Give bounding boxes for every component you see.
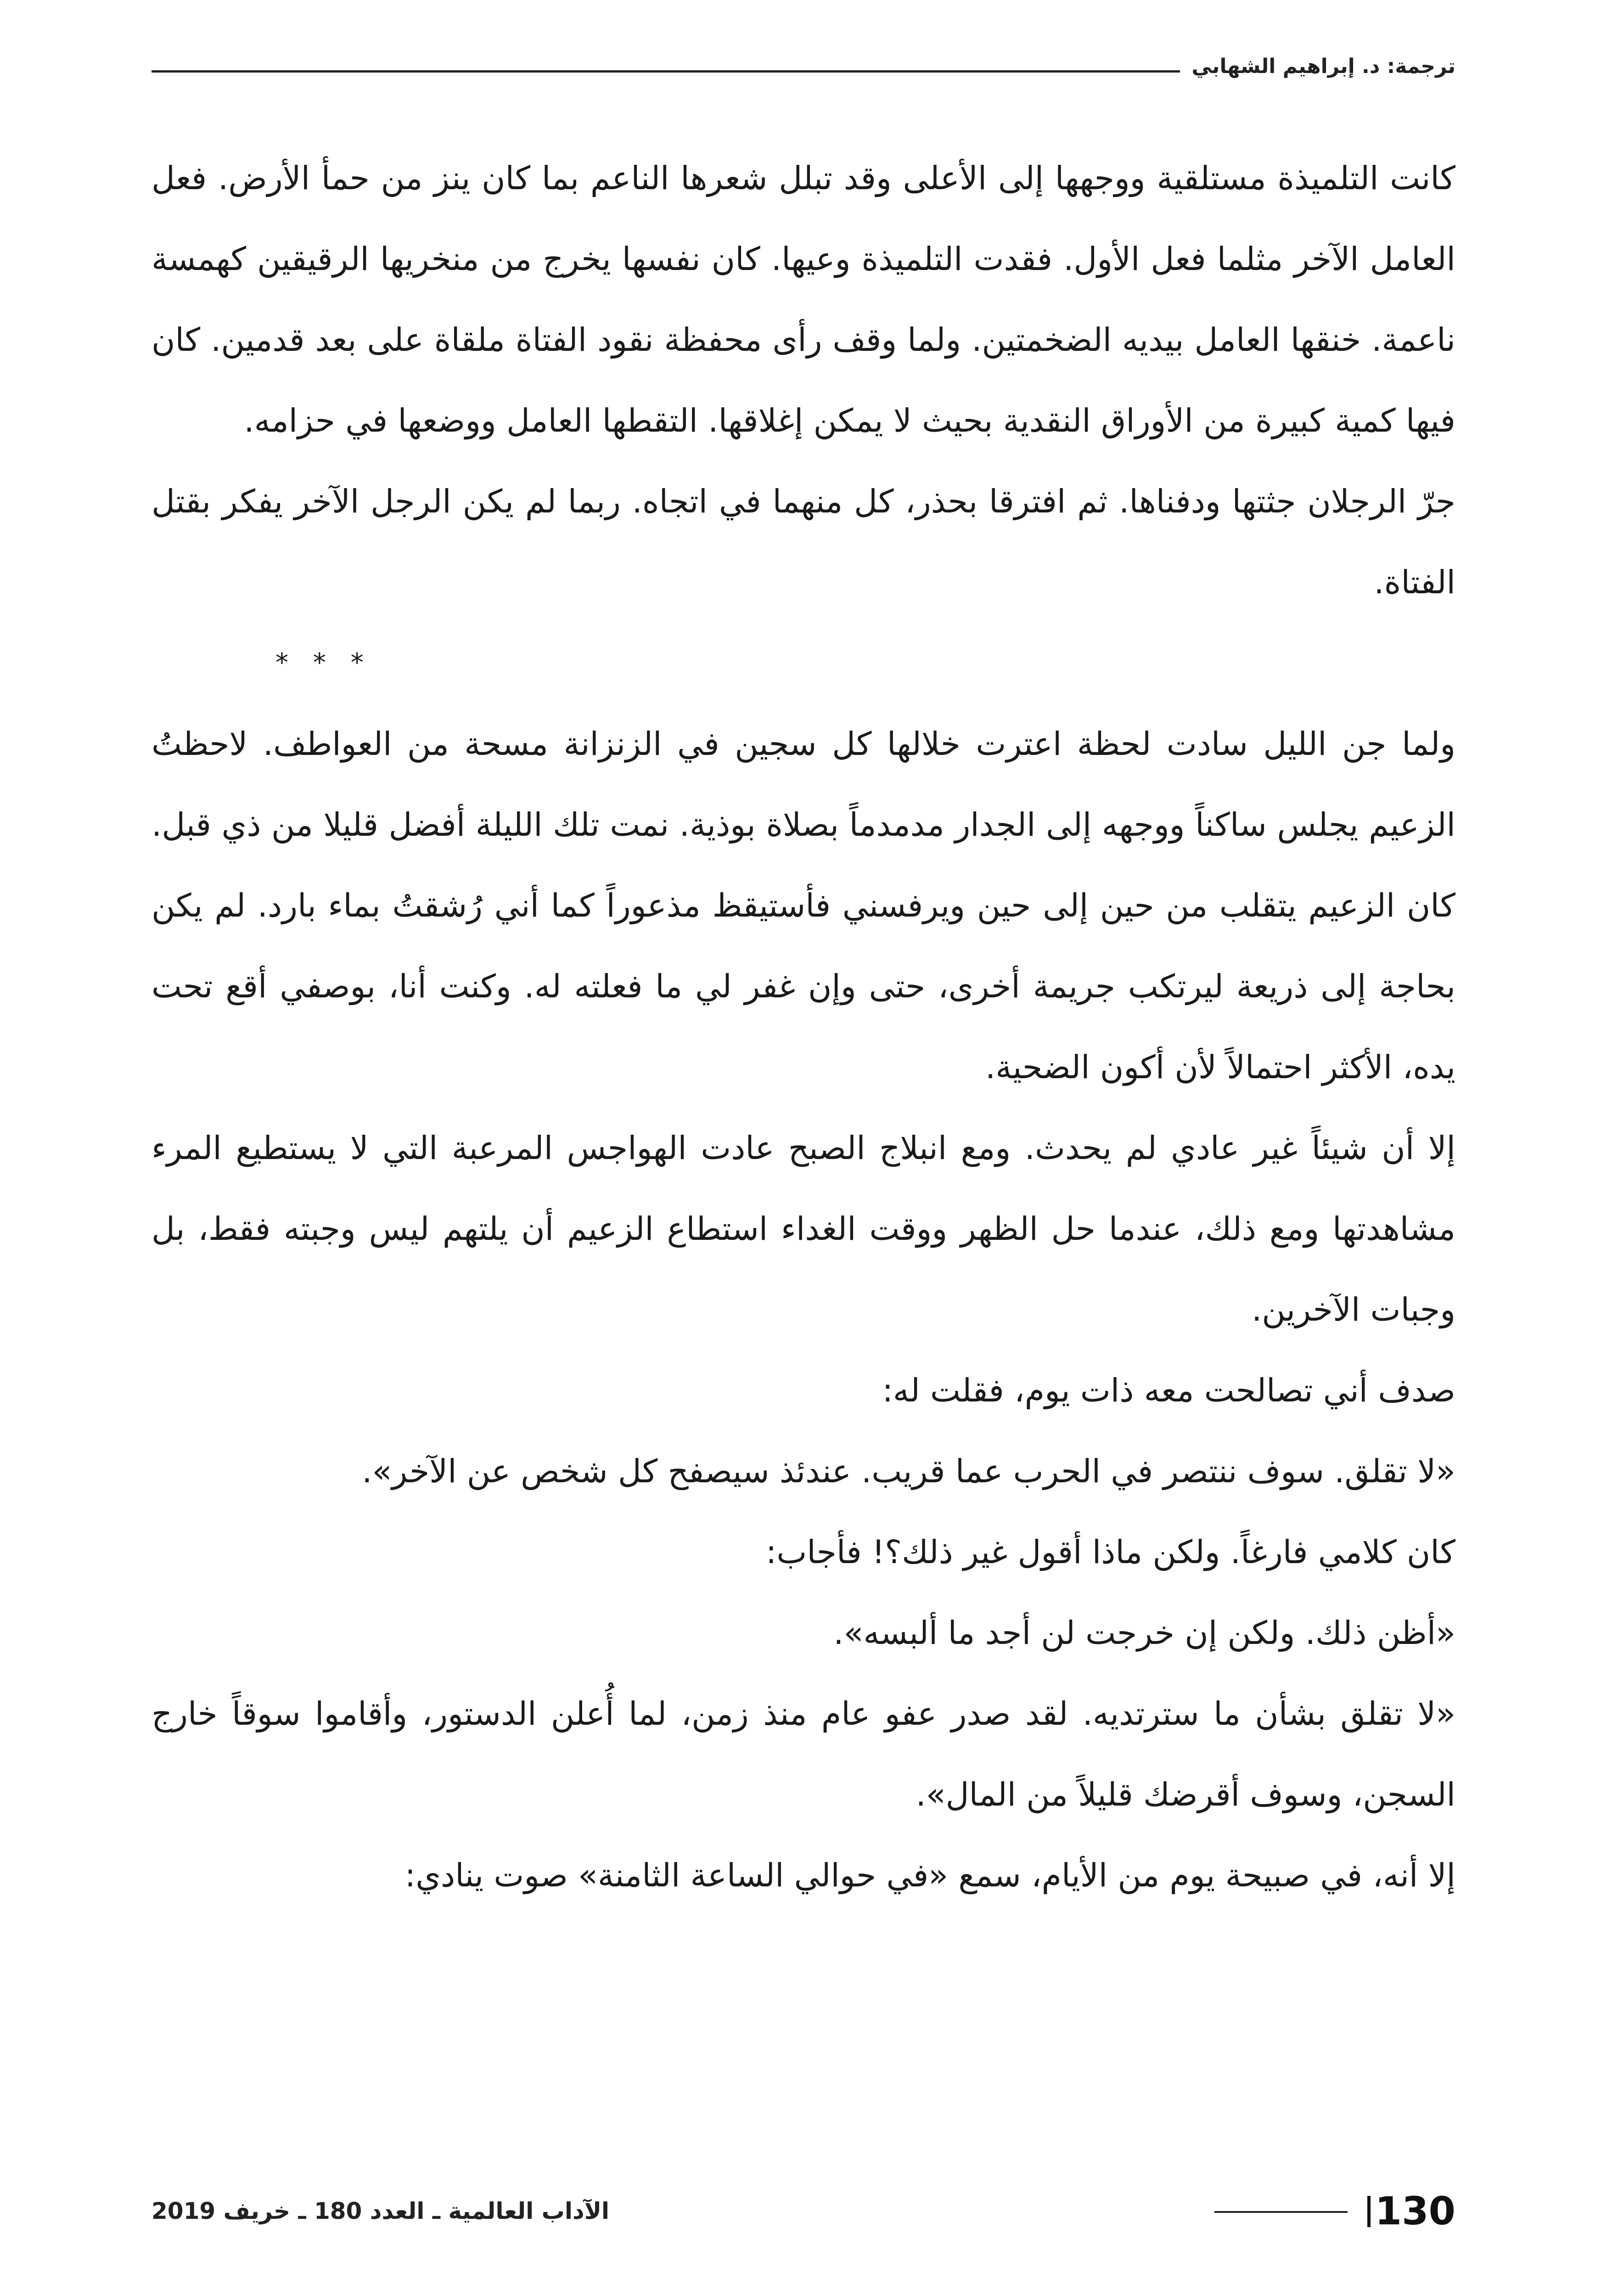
paragraph: «لا تقلق بشأن ما سترتديه. لقد صدر عفو عام منذ زمن، لما أُعلن الدستور، وأقاموا سوقاً خارج السجن، وسوف أقرضك قليلاً من المال». — [152, 1695, 1455, 1813]
translator-credit: ترجمة: د. إبراهيم الشهابي — [1191, 55, 1455, 78]
paragraph: إلا أنه، في صبيحة يوم من الأيام، سمع «في حوالي الساعة الثامنة» صوت ينادي: — [405, 1857, 1455, 1894]
paragraph: إلا أن شيئاً غير عادي لم يحدث. ومع انبلاج الصبح عادت الهواجس المرعبة التي لا يستطيع المرء مشاهدتها ومع ذلك، عندما حل الظهر ووقت الغداء استطاع الزعيم أن يلتهم ليس وجبته فقط، بل وجبات الآخرين. — [152, 1129, 1455, 1328]
paragraph: كانت التلميذة مستلقية ووجهها إلى الأعلى وقد تبلل شعرها الناعم بما كان ينز من حمأ الأرض. فعل العامل الآخر مثلما فعل الأول. فقدت التلميذة وعيها. كان نفسها يخرج من منخريها الرقيقين كهمسة ناعمة. خنقها العامل بيديه الضخمتين. ولما وقف رأى محفظة نقود الفتاة ملقاة على بعد قدمين. كان فيها كمية كبيرة من الأوراق النقدية بحيث لا يمكن إغلاقها. التقطها العامل ووضعها في حزامه. — [152, 159, 1455, 439]
paragraph: كان كلامي فارغاً. ولكن ماذا أقول غير ذلك؟! فأجاب: — [765, 1533, 1455, 1571]
page-number-divider — [1367, 2196, 1371, 2227]
running-header — [152, 53, 1455, 80]
body-text — [152, 138, 1455, 1916]
header-rule — [152, 70, 1180, 73]
section-separator: * * * — [275, 648, 372, 678]
paragraph: «لا تقلق. سوف ننتصر في الحرب عما قريب. عندئذ سيصفح كل شخص عن الآخر». — [362, 1452, 1455, 1490]
paragraph: ولما جن الليل سادت لحظة اعترت خلالها كل سجين في الزنزانة مسحة من العواطف. لاحظتُ الزعيم يجلس ساكناً ووجهه إلى الجدار مدمدماً بصلاة بوذية. نمت تلك الليلة أفضل قليلا من ذي قبل. كان الزعيم يتقلب من حين إلى حين ويرفسني فأستيقظ مذعوراً كما أني رُشقتُ بماء بارد. لم يكن بحاجة إلى ذريعة ليرتكب جريمة أخرى، حتى وإن غفر لي ما فعلته له. وكنت أنا، بوصفي أقع تحت يده، الأكثر احتمالاً لأن أكون الضحية. — [152, 725, 1455, 1086]
journal-issue-info: الآداب العالمية ـ العدد 180 ـ خريف 2019 — [152, 2198, 610, 2224]
page-number: 130 — [1375, 2189, 1455, 2234]
page-footer — [152, 2186, 1455, 2236]
paragraph: صدف أني تصالحت معه ذات يوم، فقلت له: — [882, 1372, 1455, 1409]
paragraph: جرّ الرجلان جثتها ودفناها. ثم افترقا بحذر، كل منهما في اتجاه. ربما لم يكن الرجل الآخر يفكر بقتل الفتاة. — [152, 483, 1455, 601]
paragraph: «أظن ذلك. ولكن إن خرجت لن أجد ما ألبسه». — [833, 1614, 1455, 1652]
footer-rule — [1214, 2211, 1348, 2213]
